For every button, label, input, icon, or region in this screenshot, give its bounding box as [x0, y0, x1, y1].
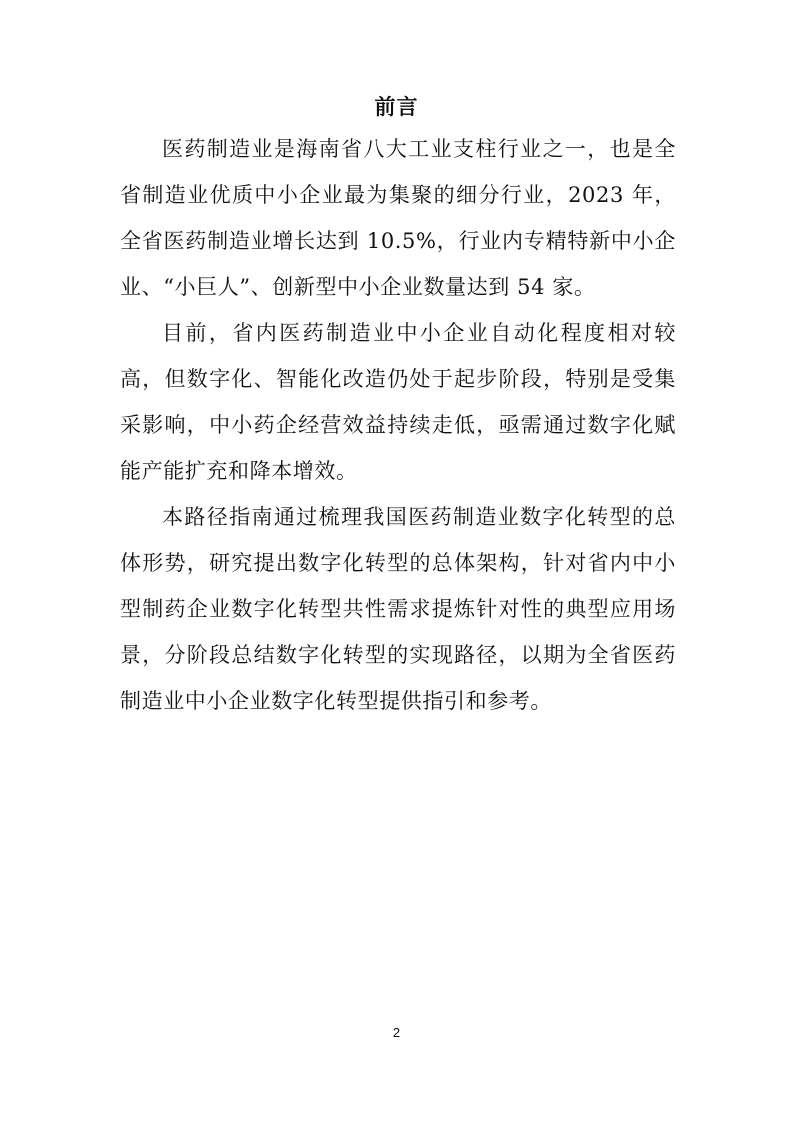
paragraph-3: 本路径指南通过梳理我国医药制造业数字化转型的总体形势，研究提出数字化转型的总体架构，针对省内中小型制药企业数字化转型共性需求提炼针对性的典型应用场景，分阶段总结数字化转型的实现路径，以期为全省医药制造业中小企业数字化转型提供指引和参考。: [120, 505, 676, 713]
paragraph-1: 医药制造业是海南省八大工业支柱行业之一，也是全省制造业优质中小企业最为集聚的细分行业，2023 年，全省医药制造业增长达到 10.5%，行业内专精特新中小企业、“小巨人”、创新型中小企业数量达到 54 家。: [120, 137, 676, 299]
page-number: 2: [392, 1025, 401, 1040]
page-title: 前言: [374, 95, 419, 119]
paragraph-2: 目前，省内医药制造业中小企业自动化程度相对较高，但数字化、智能化改造仍处于起步阶段，特别是受集采影响，中小药企经营效益持续走低，亟需通过数字化赋能产能扩充和降本增效。: [120, 321, 676, 483]
document-body: [120, 126, 676, 724]
